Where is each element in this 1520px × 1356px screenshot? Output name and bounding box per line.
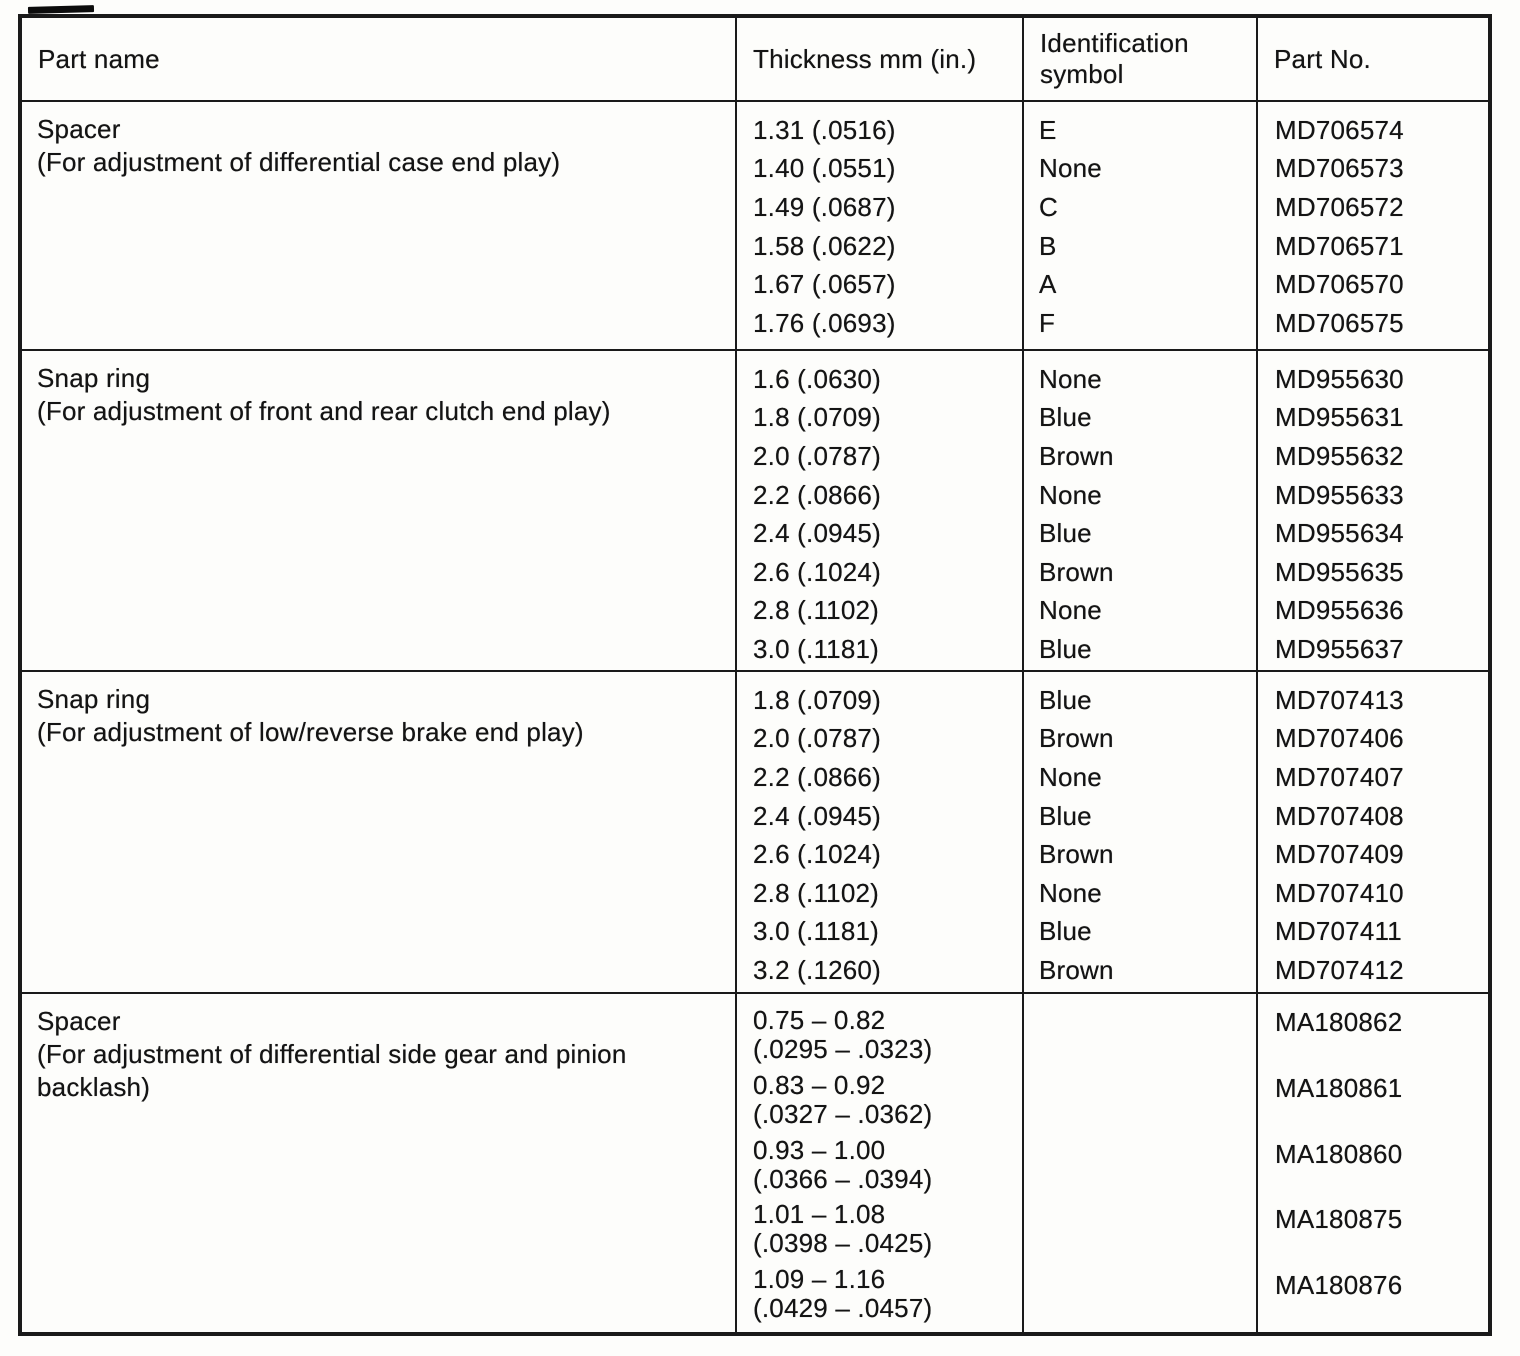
part-no: MD955635	[1275, 556, 1404, 587]
thickness-cell	[735, 100, 1022, 349]
part-no: MD707408	[1275, 800, 1404, 831]
header-part-name: Part name	[38, 43, 160, 74]
part-no: MD707411	[1275, 916, 1402, 947]
part-no: MD955636	[1275, 595, 1404, 626]
thickness-value: 2.2 (.0866)	[753, 479, 881, 510]
thickness-mm-range: 0.93 – 1.00	[753, 1134, 886, 1165]
identification-symbol: B	[1039, 230, 1057, 261]
parts-specification-table	[18, 14, 1492, 1336]
part-no-cell	[1256, 992, 1488, 1332]
part-name-cell	[22, 349, 735, 670]
part-name: Snap ring	[37, 684, 151, 714]
part-no: MA180861	[1275, 1072, 1403, 1103]
part-name: Snap ring	[37, 363, 151, 393]
part-no: MD955630	[1275, 363, 1404, 394]
part-no: MD707407	[1275, 761, 1404, 792]
thickness-value: 1.49 (.0687)	[753, 191, 896, 222]
thickness-value: 2.6 (.1024)	[753, 556, 881, 587]
identification-symbol-cell	[1022, 992, 1256, 1332]
part-no: MD955633	[1275, 479, 1404, 510]
part-name-note: (For adjustment of differential case end play)	[37, 147, 561, 177]
part-name: Spacer	[37, 1006, 121, 1036]
identification-symbol-cell	[1022, 100, 1256, 349]
part-name-cell	[22, 100, 735, 349]
part-name-cell	[22, 992, 735, 1332]
identification-symbol: None	[1039, 595, 1102, 626]
thickness-value: 1.40 (.0551)	[753, 153, 896, 184]
thickness-value: 2.0 (.0787)	[753, 723, 881, 754]
thickness-mm-range: 1.01 – 1.08	[753, 1199, 886, 1230]
identification-symbol: Blue	[1039, 916, 1092, 947]
identification-symbol: None	[1039, 363, 1102, 394]
thickness-value: 2.2 (.0866)	[753, 761, 881, 792]
thickness-value	[737, 1265, 1022, 1330]
part-name-note: (For adjustment of low/reverse brake end play)	[37, 717, 584, 747]
header-identification-symbol: Identification symbol	[1022, 18, 1256, 100]
thickness-value: 2.8 (.1102)	[753, 877, 880, 908]
thickness-value	[737, 1071, 1022, 1136]
part-no: MD706575	[1275, 307, 1404, 338]
thickness-in-range: (.0327 – .0362)	[753, 1098, 933, 1129]
thickness-cell	[735, 349, 1022, 670]
part-no: MD706574	[1275, 114, 1404, 145]
part-no: MD707412	[1275, 954, 1404, 985]
thickness-mm-range: 1.09 – 1.16	[753, 1264, 886, 1295]
part-name: Spacer	[37, 114, 121, 144]
thickness-value: 1.6 (.0630)	[753, 363, 881, 394]
identification-symbol: None	[1039, 479, 1102, 510]
identification-symbol-cell	[1022, 349, 1256, 670]
part-no: MD706572	[1275, 191, 1404, 222]
identification-symbol: Blue	[1039, 800, 1092, 831]
part-no-cell	[1256, 349, 1488, 670]
part-no: MA180876	[1275, 1270, 1403, 1301]
thickness-value: 1.58 (.0622)	[753, 230, 896, 261]
part-name-note: (For adjustment of differential side gear and pinion backlash)	[37, 1039, 627, 1102]
part-no: MD955631	[1275, 402, 1404, 433]
thickness-value: 2.6 (.1024)	[753, 839, 881, 870]
part-no: MD707409	[1275, 839, 1404, 870]
identification-symbol: Brown	[1039, 954, 1114, 985]
part-no: MD706573	[1275, 153, 1404, 184]
thickness-value: 1.76 (.0693)	[753, 307, 896, 338]
thickness-cell	[735, 670, 1022, 992]
part-name-cell	[22, 670, 735, 992]
thickness-value: 2.0 (.0787)	[753, 440, 881, 471]
thickness-value: 1.8 (.0709)	[753, 684, 881, 715]
thickness-value	[737, 1200, 1022, 1265]
thickness-in-range: (.0295 – .0323)	[753, 1034, 933, 1064]
identification-symbol: E	[1039, 114, 1057, 145]
part-no: MA180860	[1275, 1138, 1403, 1169]
part-no: MA180862	[1275, 1007, 1403, 1037]
thickness-value: 1.31 (.0516)	[753, 114, 896, 145]
part-name-note: (For adjustment of front and rear clutch end play)	[37, 396, 611, 426]
identification-symbol: None	[1039, 877, 1102, 908]
thickness-mm-range: 0.83 – 0.92	[753, 1069, 886, 1100]
header-thickness: Thickness mm (in.)	[735, 18, 1022, 100]
thickness-in-range: (.0366 – .0394)	[753, 1163, 933, 1194]
part-no: MD707406	[1275, 723, 1404, 754]
identification-symbol: None	[1039, 761, 1102, 792]
thickness-value: 3.0 (.1181)	[753, 633, 880, 664]
thickness-value: 3.2 (.1260)	[753, 954, 881, 985]
part-no-cell	[1256, 100, 1488, 349]
identification-symbol: Blue	[1039, 518, 1092, 549]
part-no: MD707410	[1275, 877, 1404, 908]
part-no: MD955634	[1275, 518, 1404, 549]
identification-symbol: C	[1039, 191, 1058, 222]
thickness-cell	[735, 992, 1022, 1332]
scan-artifact-mark	[28, 5, 94, 14]
thickness-value: 3.0 (.1181)	[753, 916, 880, 947]
part-no: MD707413	[1275, 684, 1404, 715]
thickness-mm-range: 0.75 – 0.82	[753, 1005, 886, 1035]
part-no: MA180875	[1275, 1204, 1403, 1235]
thickness-value: 1.8 (.0709)	[753, 402, 881, 433]
identification-symbol: Brown	[1039, 440, 1114, 471]
thickness-in-range: (.0398 – .0425)	[753, 1228, 933, 1259]
part-no: MD955632	[1275, 440, 1404, 471]
identification-symbol-cell	[1022, 670, 1256, 992]
identification-symbol: None	[1039, 153, 1102, 184]
identification-symbol: Blue	[1039, 633, 1092, 664]
identification-symbol: A	[1039, 269, 1057, 300]
thickness-value	[737, 1136, 1022, 1201]
thickness-value	[737, 1006, 1022, 1071]
header-part-no: Part No.	[1256, 18, 1488, 100]
part-no: MD706571	[1275, 230, 1404, 261]
identification-symbol: Brown	[1039, 839, 1114, 870]
identification-symbol: Brown	[1039, 723, 1114, 754]
identification-symbol: F	[1039, 307, 1056, 338]
thickness-in-range: (.0429 – .0457)	[753, 1293, 933, 1324]
part-no-cell	[1256, 670, 1488, 992]
part-no: MD955637	[1275, 633, 1404, 664]
thickness-value: 2.4 (.0945)	[753, 518, 881, 549]
part-no: MD706570	[1275, 269, 1404, 300]
identification-symbol: Blue	[1039, 684, 1092, 715]
identification-symbol: Blue	[1039, 402, 1092, 433]
thickness-value: 2.8 (.1102)	[753, 595, 880, 626]
thickness-value: 2.4 (.0945)	[753, 800, 881, 831]
thickness-value: 1.67 (.0657)	[753, 269, 896, 300]
identification-symbol: Brown	[1039, 556, 1114, 587]
